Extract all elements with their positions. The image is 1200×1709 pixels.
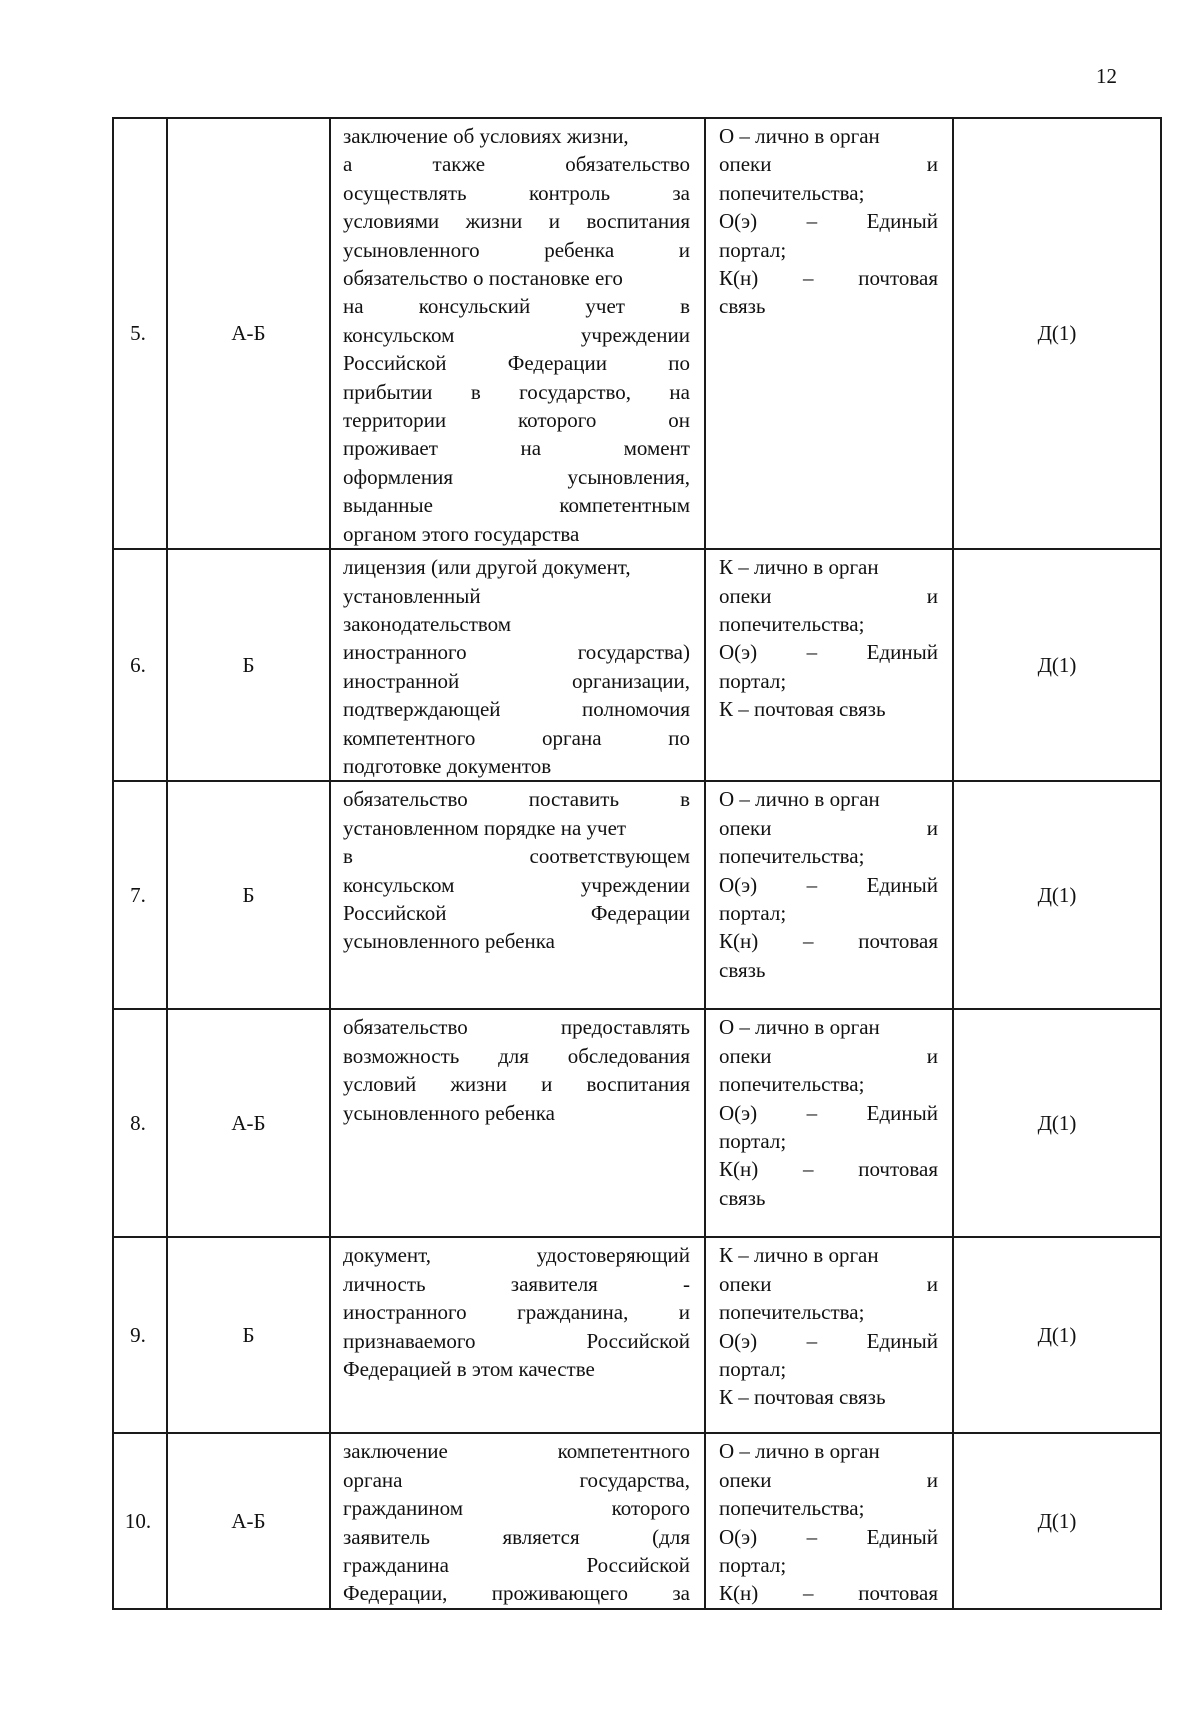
description-line: документ, удостоверяющий — [343, 1243, 690, 1268]
submission-methods — [705, 118, 953, 549]
submission-method-line: К(н) – почтовая — [719, 929, 938, 954]
submission-method-line: К(н) – почтовая — [719, 266, 938, 291]
documents-table — [112, 117, 1162, 1610]
table-row — [113, 118, 1161, 549]
description-line: оформления усыновления, — [343, 464, 690, 489]
submission-method-line: портал; — [719, 900, 787, 925]
document-description — [330, 118, 705, 549]
submission-method-line: О – лично в орган — [719, 124, 880, 148]
submission-method-line: О – лично в орган — [719, 1015, 880, 1040]
table-row — [113, 1009, 1161, 1237]
submission-method-line: связь — [719, 294, 766, 319]
description-line: усыновленного ребенка и — [343, 237, 690, 262]
description-line: усыновленного ребенка — [343, 1100, 555, 1125]
description-line: законодательством — [343, 611, 512, 636]
table-row — [113, 781, 1161, 1009]
description-line: прибытии в государство, на — [343, 379, 690, 404]
submission-method-line: К(н) – почтовая — [719, 1157, 938, 1182]
description-line: территории которого он — [343, 408, 690, 433]
description-line: Российской Федерации по — [343, 351, 690, 376]
description-line: подтверждающей полномочия — [343, 697, 690, 722]
row-number — [113, 781, 167, 1009]
submission-method-line: О – лично в орган — [719, 787, 880, 812]
applicant-category: Б — [167, 1237, 330, 1433]
document-type-code: Д(1) — [953, 118, 1161, 549]
applicant-category: А-Б — [167, 1433, 330, 1608]
document-description — [330, 781, 705, 1009]
table-row — [113, 1237, 1161, 1433]
document-description — [330, 1433, 705, 1608]
table-row — [113, 549, 1161, 781]
description-line: подготовке документов — [343, 753, 552, 778]
submission-method-line: портал; — [719, 1128, 787, 1153]
submission-method-line: попечительства; — [719, 611, 865, 636]
description-line: лицензия (или другой документ, — [343, 555, 631, 580]
description-line: условий жизни и воспитания — [343, 1072, 690, 1097]
description-line: проживает на момент — [343, 436, 690, 461]
document-type-code: Д(1) — [953, 549, 1161, 781]
row-number — [113, 118, 167, 549]
description-line: обязательство поставить в — [343, 787, 690, 812]
row-number-text: 6. — [130, 653, 146, 678]
applicant-category: Б — [167, 549, 330, 781]
submission-method-line: опеки и — [719, 1467, 938, 1492]
submission-methods — [705, 1237, 953, 1433]
submission-method-line: О – лично в орган — [719, 1439, 880, 1464]
submission-methods — [705, 1009, 953, 1237]
description-line: а также обязательство — [343, 152, 690, 177]
row-number — [113, 1433, 167, 1608]
description-line: обязательство о постановке его — [343, 266, 623, 291]
table-row — [113, 1433, 1161, 1608]
submission-method-line: попечительства; — [719, 1072, 865, 1097]
description-line: возможность для обследования — [343, 1043, 690, 1068]
submission-method-line: К(н) – почтовая — [719, 1581, 938, 1606]
submission-method-line: О(э) – Единый — [719, 1524, 938, 1549]
row-number — [113, 1009, 167, 1237]
submission-method-line: связь — [719, 957, 766, 982]
submission-method-line: О(э) – Единый — [719, 872, 938, 897]
submission-method-line: опеки и — [719, 152, 938, 177]
description-line: иностранной организации, — [343, 668, 690, 693]
applicant-category: Б — [167, 781, 330, 1009]
description-line: заключение об условиях жизни, — [343, 124, 629, 148]
submission-method-line: попечительства; — [719, 180, 865, 205]
submission-method-line: портал; — [719, 1552, 787, 1577]
submission-method-line: опеки и — [719, 1043, 938, 1068]
submission-method-line: опеки и — [719, 583, 938, 608]
document-description — [330, 549, 705, 781]
applicant-category: А-Б — [167, 1009, 330, 1237]
submission-methods — [705, 549, 953, 781]
submission-method-line: К – лично в орган — [719, 555, 879, 580]
submission-method-line: опеки и — [719, 1271, 938, 1296]
description-line: иностранного государства) — [343, 640, 690, 665]
description-line: консульском учреждении — [343, 322, 690, 347]
description-line: органа государства, — [343, 1467, 690, 1492]
submission-method-line: О(э) – Единый — [719, 1100, 938, 1125]
submission-method-line: попечительства; — [719, 1496, 865, 1521]
description-line: Федерации, проживающего за — [343, 1581, 690, 1606]
submission-method-line: К – почтовая связь — [719, 697, 886, 722]
submission-method-line: связь — [719, 1185, 766, 1210]
row-number-text: 5. — [130, 321, 146, 346]
page-number: 12 — [1096, 64, 1117, 88]
row-number-text: 9. — [130, 1323, 146, 1348]
row-number-text: 10. — [124, 1508, 152, 1533]
document-type-code: Д(1) — [953, 1009, 1161, 1237]
submission-method-line: К – лично в орган — [719, 1243, 879, 1268]
description-line: органом этого государства — [343, 521, 580, 546]
applicant-category: А-Б — [167, 118, 330, 549]
description-line: осуществлять контроль за — [343, 180, 690, 205]
submission-methods — [705, 1433, 953, 1608]
document-type-code: Д(1) — [953, 1237, 1161, 1433]
description-line: признаваемого Российской — [343, 1328, 690, 1353]
row-number — [113, 1237, 167, 1433]
submission-methods — [705, 781, 953, 1009]
description-line: Российской Федерации — [343, 900, 690, 925]
description-line: обязательство предоставлять — [343, 1015, 690, 1040]
document-type-code: Д(1) — [953, 1433, 1161, 1608]
document-description — [330, 1237, 705, 1433]
description-line: консульском учреждении — [343, 872, 690, 897]
submission-method-line: К – почтовая связь — [719, 1385, 886, 1410]
description-line: выданные компетентным — [343, 493, 690, 518]
submission-method-line: попечительства; — [719, 844, 865, 869]
description-line: гражданином которого — [343, 1496, 690, 1521]
description-line: заявитель является (для — [343, 1524, 690, 1549]
row-number — [113, 549, 167, 781]
submission-method-line: О(э) – Единый — [719, 1328, 938, 1353]
document-type-code: Д(1) — [953, 781, 1161, 1009]
description-line: установленном порядке на учет — [343, 815, 627, 840]
submission-method-line: О(э) – Единый — [719, 640, 938, 665]
description-line: условиями жизни и воспитания — [343, 209, 690, 234]
description-line: заключение компетентного — [343, 1439, 690, 1464]
description-line: установленный — [343, 583, 481, 608]
description-line: личность заявителя - — [343, 1271, 690, 1296]
submission-method-line: портал; — [719, 1356, 787, 1381]
row-number-text: 7. — [130, 883, 146, 908]
description-line: гражданина Российской — [343, 1552, 690, 1577]
submission-method-line: портал; — [719, 237, 787, 262]
submission-method-line: попечительства; — [719, 1300, 865, 1325]
row-number-text: 8. — [130, 1111, 146, 1136]
document-description — [330, 1009, 705, 1237]
description-line: Федерацией в этом качестве — [343, 1356, 595, 1381]
description-line: в соответствующем — [343, 844, 690, 869]
submission-method-line: О(э) – Единый — [719, 209, 938, 234]
submission-method-line: опеки и — [719, 815, 938, 840]
submission-method-line: портал; — [719, 668, 787, 693]
description-line: усыновленного ребенка — [343, 929, 555, 954]
description-line: иностранного гражданина, и — [343, 1300, 690, 1325]
description-line: на консульский учет в — [343, 294, 690, 319]
description-line: компетентного органа по — [343, 725, 690, 750]
